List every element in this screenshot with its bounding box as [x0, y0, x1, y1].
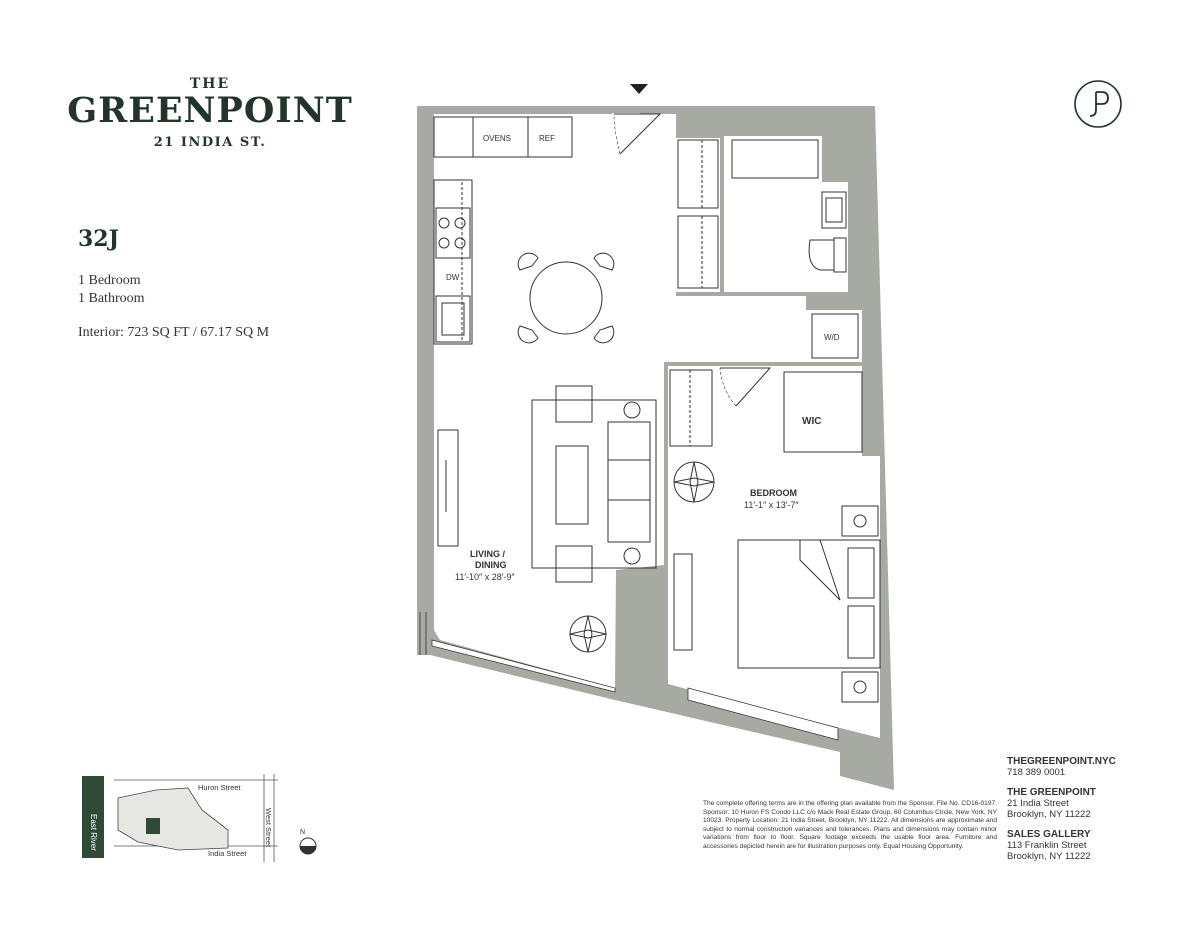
phone-number: 718 389 0001 [1007, 767, 1066, 778]
ref-label: REF [539, 134, 555, 143]
wic-label: WIC [802, 416, 822, 427]
unit-bathrooms: 1 Bathroom [78, 291, 145, 306]
north-arrow-label: N [300, 829, 306, 836]
unit-bedrooms: 1 Bedroom [78, 273, 141, 288]
legal-disclaimer: The complete offering terms are in the offering plan available from the Sponsor. File No. CD16-0197. Sponsor: 10 Huron FS Condo LLC c/o Mack Real Estate Group, 60 Columbus Circle, New York, NY 10023. Property Location: 21 India Street, Brooklyn, NY 11222. All dimensions are approximate and subject to normal construction variances and tolerances. Plans and dimensions may contain minor variations from floor to floor. Square footage exceeds the usable floor area. Furniture and accessories depicted herein are for illustration purposes only. Equal Housing Opportunity. [703, 800, 997, 850]
brand-name: GREENPOINT [67, 90, 353, 131]
living-label-1: LIVING / [470, 549, 506, 559]
gallery-line2: Brooklyn, NY 11222 [1007, 851, 1091, 862]
street-east-river: East River [89, 814, 98, 851]
building-label: THE GREENPOINT [1007, 787, 1096, 798]
living-dims: 11′-10″ x 28′-9″ [455, 572, 515, 582]
unit-name: 32J [78, 226, 120, 252]
bedroom-label: BEDROOM [750, 488, 797, 498]
website-link[interactable]: THEGREENPOINT.NYC [1007, 756, 1116, 767]
building-line1: 21 India Street [1007, 798, 1069, 809]
brand-address: 21 INDIA ST. [153, 135, 267, 150]
gallery-line1: 113 Franklin Street [1007, 840, 1087, 851]
site-keymap [78, 770, 328, 866]
bedroom-dims: 11′-1″ x 13′-7″ [744, 500, 799, 510]
gallery-label: SALES GALLERY [1007, 829, 1091, 840]
unit-interior: Interior: 723 SQ FT / 67.17 SQ M [78, 325, 270, 340]
brand-the: THE [189, 76, 231, 92]
dw-label: DW [446, 273, 460, 282]
street-west: West Street [264, 808, 273, 848]
ovens-label: OVENS [483, 134, 512, 143]
wd-label: W/D [824, 333, 840, 342]
building-line2: Brooklyn, NY 11222 [1007, 809, 1091, 820]
street-india: India Street [208, 849, 247, 858]
living-label-2: DINING [475, 560, 507, 570]
street-huron: Huron Street [198, 783, 241, 792]
